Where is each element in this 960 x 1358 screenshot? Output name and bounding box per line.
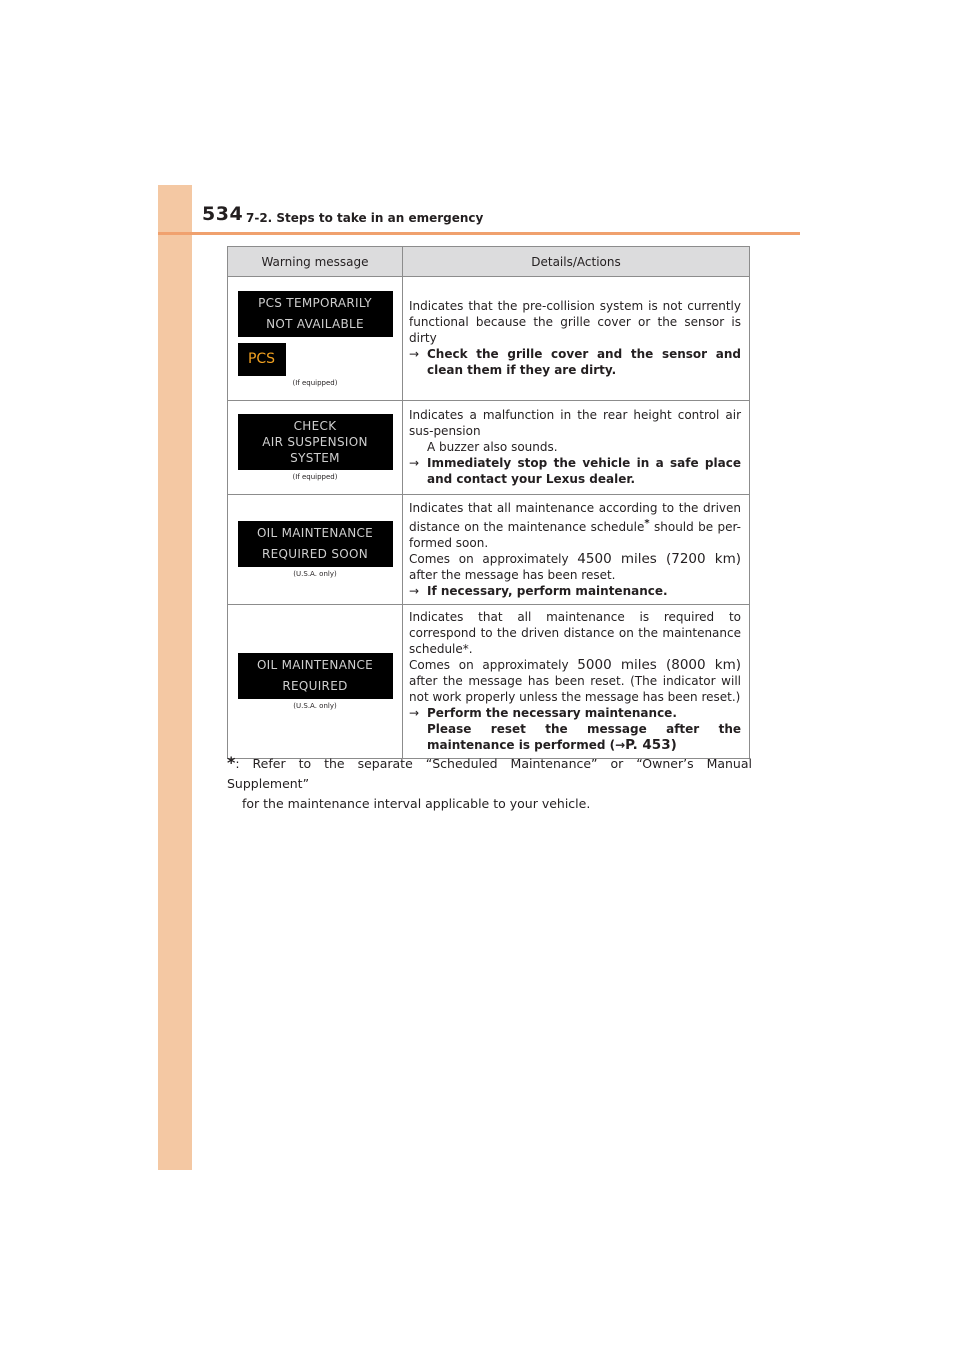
warning-image-cell: [228, 605, 403, 759]
availability-note: (U.S.A. only): [293, 702, 337, 710]
comes-on-distance: 5000 miles (8000 km): [577, 657, 741, 673]
arrow-icon: →: [409, 706, 420, 720]
action-text: Perform the necessary maintenance.: [427, 706, 677, 720]
table-row: [228, 605, 750, 759]
comes-on-pre: Comes on approximately: [409, 551, 578, 566]
display-line: NOT AVAILABLE: [266, 316, 364, 331]
availability-note: (U.S.A. only): [293, 570, 337, 578]
reset-instruction: Please reset the message after the maintenance is performed (: [427, 722, 741, 752]
display-line: CHECK: [293, 419, 337, 433]
action-text: Immediately stop the vehicle in a safe place and contact your Lexus dealer.: [427, 456, 741, 486]
action-text-reset: [409, 721, 741, 753]
description-text: Indicates a malfunction in the rear height control air sus-pension: [409, 408, 741, 438]
page-number: 534: [202, 203, 244, 225]
air-suspension-display: [238, 414, 393, 470]
footnote-star: *: [644, 517, 650, 529]
warning-image-cell: [228, 495, 403, 605]
arrow-icon: →: [409, 456, 420, 470]
description-part: Indicates that all maintenance according to the driven distance on the maintenance schedule: [409, 500, 741, 534]
description-part: should be per-formed soon.: [409, 519, 742, 550]
details-cell: [403, 277, 750, 401]
warning-image-cell: [228, 277, 403, 401]
description-text: Indicates that all maintenance is required to correspond to the driven distance on the maintenance schedule*.: [409, 610, 741, 656]
column-header-warning-message: Warning message: [228, 247, 403, 277]
header-rule: [158, 232, 800, 235]
comes-on-distance: 4500 miles (7200 km): [577, 550, 741, 567]
display-line: AIR SUSPENSION: [262, 435, 368, 449]
footnote-text-line1: : Refer to the separate “Scheduled Maintenance” or “Owner’s Manual Supplement”: [227, 756, 752, 791]
side-tab-band: [158, 185, 192, 1170]
table-row: [228, 401, 750, 495]
pcs-unavailable-display: [238, 291, 393, 337]
comes-on-post: after the message has been reset. (The indicator will not work properly unless the message has been reset.): [409, 674, 741, 704]
footnote-star: *: [227, 753, 236, 772]
display-line: PCS TEMPORARILY: [258, 295, 372, 310]
oil-maintenance-soon-display: [238, 521, 393, 567]
action-text: Check the grille cover and the sensor and clean them if they are dirty.: [427, 347, 741, 377]
section-title: 7-2. Steps to take in an emergency: [246, 211, 484, 225]
arrow-icon: →: [615, 738, 626, 752]
warning-message-table: [227, 246, 750, 759]
table-row: [228, 495, 750, 605]
comes-on-post: after the message has been reset.: [409, 567, 616, 582]
details-cell: [403, 401, 750, 495]
page-reference-link[interactable]: P. 453): [625, 737, 677, 753]
footnote-text-line2: for the maintenance interval applicable to your vehicle.: [242, 796, 591, 811]
comes-on-text: [409, 551, 741, 583]
comes-on-pre: Comes on approximately: [409, 658, 578, 672]
extra-text: A buzzer also sounds.: [427, 440, 558, 454]
arrow-icon: →: [409, 583, 420, 598]
oil-maintenance-required-display: [238, 653, 393, 699]
display-line: OIL MAINTENANCE: [256, 658, 374, 672]
table-header-row: [228, 247, 750, 277]
table-row: [228, 277, 750, 401]
availability-note: (If equipped): [292, 378, 338, 387]
column-header-details-actions: Details/Actions: [403, 247, 750, 277]
display-line: OIL MAINTENANCE: [256, 526, 374, 540]
footnote: [227, 753, 752, 814]
details-cell: [403, 605, 750, 759]
availability-note: (If equipped): [292, 473, 338, 481]
pcs-indicator-icon: PCS: [238, 343, 286, 376]
display-line: REQUIRED: [282, 679, 348, 693]
arrow-icon: →: [409, 347, 420, 361]
display-line: SYSTEM: [290, 451, 340, 465]
action-text: If necessary, perform maintenance.: [427, 583, 668, 598]
description-text: [409, 500, 741, 551]
warning-image-cell: [228, 401, 403, 495]
display-line: REQUIRED SOON: [261, 547, 369, 561]
description-text: Indicates that the pre-collision system is not currently functional because the grille cover or the sensor is dirty: [409, 299, 741, 345]
comes-on-text: [409, 657, 741, 705]
details-cell: [403, 495, 750, 605]
